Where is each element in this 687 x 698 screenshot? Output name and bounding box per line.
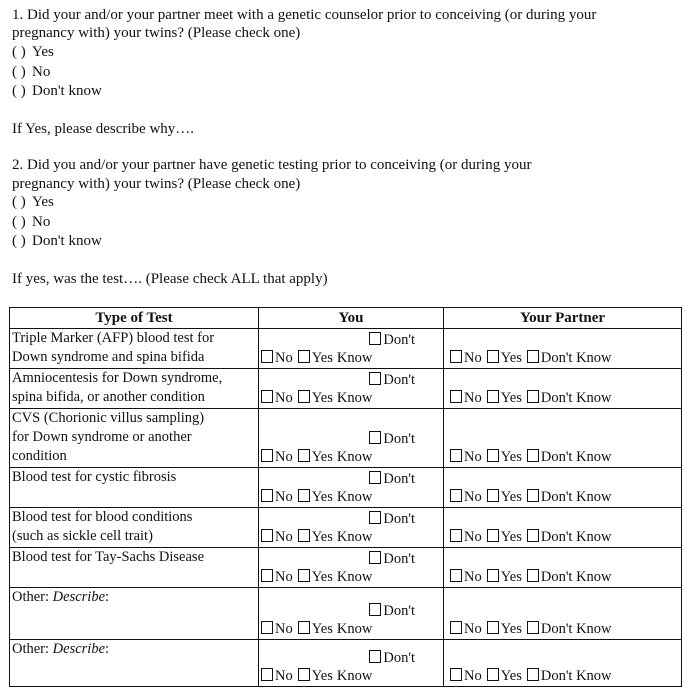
you-dont-know-checkbox[interactable] xyxy=(261,551,441,568)
checkbox-icon[interactable] xyxy=(527,489,539,502)
checkbox-icon[interactable] xyxy=(298,390,310,403)
checkbox-label: Don't Know xyxy=(540,449,612,465)
checkbox-icon[interactable] xyxy=(527,390,539,403)
partner-no-checkbox[interactable] xyxy=(450,529,482,545)
you-dont-know-checkbox[interactable] xyxy=(261,603,441,620)
checkbox-label: Yes xyxy=(311,621,333,637)
checkbox-label: Don't Know xyxy=(540,668,612,684)
checkbox-label: Don't xyxy=(383,551,415,567)
test-type-line xyxy=(12,468,256,487)
table-row xyxy=(10,548,682,588)
partner-yes-checkbox[interactable] xyxy=(487,449,522,465)
test-type-text: Amniocentesis for Down syndrome, xyxy=(12,370,223,386)
partner-no-checkbox[interactable] xyxy=(450,489,482,505)
know-label: Know xyxy=(336,390,373,406)
checkbox-icon[interactable] xyxy=(527,449,539,462)
partner-no-checkbox[interactable] xyxy=(450,621,482,637)
checkbox-label: Don't Know xyxy=(540,529,612,545)
test-type-line xyxy=(12,640,256,659)
checkbox-label: Yes xyxy=(500,621,522,637)
know-label: Know xyxy=(336,529,373,545)
you-yes-checkbox[interactable] xyxy=(298,449,333,465)
checkbox-label: Yes xyxy=(500,390,522,406)
checkbox-icon[interactable] xyxy=(261,350,273,363)
you-options-cell xyxy=(259,640,444,687)
partner-option-row xyxy=(446,528,679,546)
partner-options-cell xyxy=(444,409,682,468)
checkbox-icon[interactable] xyxy=(298,489,310,502)
you-no-checkbox[interactable] xyxy=(261,621,293,637)
table-header-row xyxy=(10,308,682,329)
you-options-cell xyxy=(259,329,444,369)
checkbox-label: Don't xyxy=(383,431,415,447)
you-yes-checkbox[interactable] xyxy=(298,529,333,545)
partner-option-row xyxy=(446,448,679,466)
checkbox-icon[interactable] xyxy=(261,390,273,403)
you-no-checkbox[interactable] xyxy=(261,529,293,545)
partner-options-cell xyxy=(444,329,682,369)
table-row xyxy=(10,468,682,508)
checkbox-label: Yes xyxy=(311,668,333,684)
question-2-line-2: pregnancy with) your twins? (Please check one) xyxy=(12,176,301,192)
you-dont-know-checkbox[interactable] xyxy=(261,431,441,448)
checkbox-icon[interactable] xyxy=(369,332,381,345)
checkbox-label: Don't Know xyxy=(540,621,612,637)
describe-label: Describe xyxy=(52,641,106,657)
partner-option-row xyxy=(446,667,679,685)
test-type-text: Other: xyxy=(12,589,53,605)
you-option-row xyxy=(261,488,441,506)
test-type-line xyxy=(12,447,256,466)
test-type-cell xyxy=(10,468,259,508)
checkbox-label: Yes xyxy=(500,350,522,366)
partner-options-cell xyxy=(444,548,682,588)
checkbox-label: No xyxy=(275,668,293,684)
you-yes-checkbox[interactable] xyxy=(298,390,333,406)
checkbox-label: No xyxy=(464,350,482,366)
test-type-cell xyxy=(10,548,259,588)
partner-options-cell xyxy=(444,468,682,508)
checkbox-icon[interactable] xyxy=(298,621,310,634)
checkbox-icon[interactable] xyxy=(450,449,462,462)
checkbox-label: No xyxy=(275,621,293,637)
checkbox-icon[interactable] xyxy=(450,529,462,542)
q1-option-dont-know[interactable]: ( ) Don't know xyxy=(12,83,102,99)
checkbox-icon[interactable] xyxy=(527,668,539,681)
test-type-cell xyxy=(10,409,259,468)
checkbox-icon[interactable] xyxy=(450,621,462,634)
you-no-checkbox[interactable] xyxy=(261,449,293,465)
partner-dont-know-checkbox[interactable] xyxy=(527,569,612,585)
partner-option-row xyxy=(446,488,679,506)
checkbox-label: No xyxy=(464,621,482,637)
checkbox-icon[interactable] xyxy=(487,621,499,634)
test-type-line xyxy=(12,527,256,546)
you-yes-checkbox[interactable] xyxy=(298,489,333,505)
header-you: You xyxy=(259,308,444,329)
you-dont-know-checkbox[interactable] xyxy=(261,650,441,667)
test-type-text: spina bifida, or another condition xyxy=(12,389,205,405)
checkbox-label: No xyxy=(275,449,293,465)
test-type-text: Blood test for Tay-Sachs Disease xyxy=(12,549,205,565)
checkbox-label: Yes xyxy=(311,390,333,406)
know-label: Know xyxy=(336,350,373,366)
partner-options-cell xyxy=(444,508,682,548)
checkbox-label: Don't xyxy=(383,650,415,666)
partner-option-row xyxy=(446,620,679,638)
you-yes-checkbox[interactable] xyxy=(298,350,333,366)
you-option-row xyxy=(261,620,441,638)
checkbox-icon[interactable] xyxy=(450,569,462,582)
checkbox-label: Yes xyxy=(500,668,522,684)
checkbox-icon[interactable] xyxy=(298,350,310,363)
table-row xyxy=(10,329,682,369)
checkbox-icon[interactable] xyxy=(369,650,381,663)
test-type-cell xyxy=(10,588,259,640)
table-row xyxy=(10,508,682,548)
checkbox-label: Don't xyxy=(383,511,415,527)
partner-dont-know-checkbox[interactable] xyxy=(527,668,612,684)
checkbox-icon[interactable] xyxy=(527,621,539,634)
test-type-line xyxy=(12,388,256,407)
partner-options-cell xyxy=(444,369,682,409)
you-options-cell xyxy=(259,409,444,468)
table-row xyxy=(10,640,682,687)
checkbox-icon[interactable] xyxy=(487,569,499,582)
you-dont-know-checkbox[interactable] xyxy=(261,471,441,488)
test-type-line xyxy=(12,369,256,388)
checkbox-icon[interactable] xyxy=(487,350,499,363)
test-type-line xyxy=(12,548,256,567)
checkbox-label: No xyxy=(464,569,482,585)
checkbox-label: No xyxy=(275,569,293,585)
question-1-followup: If Yes, please describe why…. xyxy=(12,121,195,137)
partner-yes-checkbox[interactable] xyxy=(487,390,522,406)
checkbox-label: No xyxy=(464,449,482,465)
checkbox-label: Don't xyxy=(383,603,415,619)
header-type-of-test: Type of Test xyxy=(10,308,259,329)
you-options-cell xyxy=(259,548,444,588)
checkbox-label: No xyxy=(275,390,293,406)
checkbox-label: No xyxy=(464,390,482,406)
checkbox-icon[interactable] xyxy=(450,489,462,502)
test-type-cell xyxy=(10,640,259,687)
describe-colon: : xyxy=(105,641,110,657)
q1-option-yes[interactable]: ( ) Yes xyxy=(12,44,54,60)
checkbox-label: No xyxy=(275,489,293,505)
you-option-row xyxy=(261,667,441,685)
test-type-text: (such as sickle cell trait) xyxy=(12,528,153,544)
partner-dont-know-checkbox[interactable] xyxy=(527,621,612,637)
you-dont-know-checkbox[interactable] xyxy=(261,372,441,389)
checkbox-icon[interactable] xyxy=(487,390,499,403)
checkbox-icon[interactable] xyxy=(450,390,462,403)
you-no-checkbox[interactable] xyxy=(261,569,293,585)
checkbox-label: Don't Know xyxy=(540,390,612,406)
q1-option-no[interactable]: ( ) No xyxy=(12,64,51,80)
partner-yes-checkbox[interactable] xyxy=(487,569,522,585)
checkbox-label: Yes xyxy=(500,529,522,545)
you-option-row xyxy=(261,389,441,407)
know-label: Know xyxy=(336,668,373,684)
test-type-cell xyxy=(10,329,259,369)
test-type-text: CVS (Chorionic villus sampling) xyxy=(12,410,205,426)
q2-option-yes[interactable]: ( ) Yes xyxy=(12,194,54,210)
you-yes-checkbox[interactable] xyxy=(298,668,333,684)
know-label: Know xyxy=(336,489,373,505)
checkbox-label: Yes xyxy=(500,569,522,585)
checkbox-label: No xyxy=(275,350,293,366)
checkbox-label: No xyxy=(464,529,482,545)
checkbox-label: Don't Know xyxy=(540,350,612,366)
test-type-text: Blood test for blood conditions xyxy=(12,509,193,525)
checkbox-label: Yes xyxy=(311,449,333,465)
test-type-text: Blood test for cystic fibrosis xyxy=(12,469,177,485)
checkbox-label: No xyxy=(464,489,482,505)
partner-yes-checkbox[interactable] xyxy=(487,668,522,684)
checkbox-icon[interactable] xyxy=(527,529,539,542)
checkbox-icon[interactable] xyxy=(261,489,273,502)
header-your-partner: Your Partner xyxy=(444,308,682,329)
know-label: Know xyxy=(336,621,373,637)
checkbox-label: Yes xyxy=(311,569,333,585)
you-options-cell xyxy=(259,508,444,548)
test-type-cell xyxy=(10,369,259,409)
checkbox-icon[interactable] xyxy=(487,489,499,502)
checkbox-label: Yes xyxy=(311,529,333,545)
partner-no-checkbox[interactable] xyxy=(450,390,482,406)
partner-yes-checkbox[interactable] xyxy=(487,621,522,637)
partner-yes-checkbox[interactable] xyxy=(487,350,522,366)
test-type-text: Other: xyxy=(12,641,53,657)
partner-dont-know-checkbox[interactable] xyxy=(527,489,612,505)
you-no-checkbox[interactable] xyxy=(261,390,293,406)
you-option-row xyxy=(261,448,441,466)
checkbox-icon[interactable] xyxy=(261,529,273,542)
test-type-line xyxy=(12,409,256,428)
you-option-row xyxy=(261,528,441,546)
checkbox-icon[interactable] xyxy=(369,431,381,444)
checkbox-icon[interactable] xyxy=(487,668,499,681)
you-yes-checkbox[interactable] xyxy=(298,569,333,585)
genetic-test-table xyxy=(9,307,682,687)
checkbox-icon[interactable] xyxy=(261,668,273,681)
checkbox-label: Yes xyxy=(500,489,522,505)
partner-options-cell xyxy=(444,640,682,687)
test-type-line xyxy=(12,428,256,447)
test-type-text: Down syndrome and spina bifida xyxy=(12,349,205,365)
checkbox-icon[interactable] xyxy=(369,372,381,385)
test-type-line xyxy=(12,588,256,607)
partner-option-row xyxy=(446,389,679,407)
partner-dont-know-checkbox[interactable] xyxy=(527,449,612,465)
checkbox-icon[interactable] xyxy=(369,511,381,524)
checkbox-icon[interactable] xyxy=(527,350,539,363)
checkbox-icon[interactable] xyxy=(487,529,499,542)
you-yes-checkbox[interactable] xyxy=(298,621,333,637)
checkbox-icon[interactable] xyxy=(298,529,310,542)
checkbox-label: Don't xyxy=(383,332,415,348)
checkbox-label: No xyxy=(275,529,293,545)
test-type-text: condition xyxy=(12,448,67,464)
table-row xyxy=(10,409,682,468)
checkbox-icon[interactable] xyxy=(450,668,462,681)
checkbox-icon[interactable] xyxy=(261,569,273,582)
checkbox-icon[interactable] xyxy=(369,471,381,484)
table-row xyxy=(10,588,682,640)
partner-no-checkbox[interactable] xyxy=(450,668,482,684)
checkbox-icon[interactable] xyxy=(527,569,539,582)
checkbox-icon[interactable] xyxy=(298,668,310,681)
checkbox-icon[interactable] xyxy=(261,621,273,634)
checkbox-icon[interactable] xyxy=(450,350,462,363)
you-options-cell xyxy=(259,588,444,640)
partner-option-row xyxy=(446,349,679,367)
checkbox-label: Yes xyxy=(500,449,522,465)
test-type-text: for Down syndrome or another xyxy=(12,429,192,445)
you-options-cell xyxy=(259,369,444,409)
q2-option-no[interactable]: ( ) No xyxy=(12,214,51,230)
know-label: Know xyxy=(336,449,373,465)
test-type-cell xyxy=(10,508,259,548)
checkbox-icon[interactable] xyxy=(298,449,310,462)
checkbox-label: No xyxy=(464,668,482,684)
question-1-line-2: pregnancy with) your twins? (Please check one) xyxy=(12,25,301,41)
partner-options-cell xyxy=(444,588,682,640)
test-type-line xyxy=(12,348,256,367)
checkbox-label: Yes xyxy=(311,489,333,505)
partner-no-checkbox[interactable] xyxy=(450,449,482,465)
checkbox-label: Don't xyxy=(383,372,415,388)
describe-colon: : xyxy=(105,589,110,605)
checkbox-label: Don't xyxy=(383,471,415,487)
checkbox-label: Don't Know xyxy=(540,569,612,585)
question-2-line-1: 2. Did you and/or your partner have genetic testing prior to conceiving (or during your xyxy=(12,157,532,173)
partner-no-checkbox[interactable] xyxy=(450,569,482,585)
checkbox-icon[interactable] xyxy=(369,551,381,564)
partner-option-row xyxy=(446,568,679,586)
partner-dont-know-checkbox[interactable] xyxy=(527,529,612,545)
checkbox-icon[interactable] xyxy=(487,449,499,462)
question-1-line-1: 1. Did your and/or your partner meet with a genetic counselor prior to conceiving (or during your xyxy=(12,7,597,23)
checkbox-icon[interactable] xyxy=(261,449,273,462)
you-no-checkbox[interactable] xyxy=(261,350,293,366)
partner-no-checkbox[interactable] xyxy=(450,350,482,366)
checkbox-label: Don't Know xyxy=(540,489,612,505)
you-options-cell xyxy=(259,468,444,508)
partner-dont-know-checkbox[interactable] xyxy=(527,390,612,406)
you-dont-know-checkbox[interactable] xyxy=(261,511,441,528)
question-2-followup: If yes, was the test…. (Please check ALL that apply) xyxy=(12,271,328,287)
describe-label: Describe xyxy=(52,589,106,605)
you-option-row xyxy=(261,568,441,586)
checkbox-icon[interactable] xyxy=(298,569,310,582)
you-no-checkbox[interactable] xyxy=(261,668,293,684)
partner-dont-know-checkbox[interactable] xyxy=(527,350,612,366)
checkbox-icon[interactable] xyxy=(369,603,381,616)
table-row xyxy=(10,369,682,409)
q2-option-dont-know[interactable]: ( ) Don't know xyxy=(12,233,102,249)
test-type-text: Triple Marker (AFP) blood test for xyxy=(12,330,215,346)
partner-yes-checkbox[interactable] xyxy=(487,489,522,505)
you-dont-know-checkbox[interactable] xyxy=(261,332,441,349)
checkbox-label: Yes xyxy=(311,350,333,366)
know-label: Know xyxy=(336,569,373,585)
partner-yes-checkbox[interactable] xyxy=(487,529,522,545)
test-type-line xyxy=(12,508,256,527)
you-no-checkbox[interactable] xyxy=(261,489,293,505)
test-type-line xyxy=(12,329,256,348)
you-option-row xyxy=(261,349,441,367)
